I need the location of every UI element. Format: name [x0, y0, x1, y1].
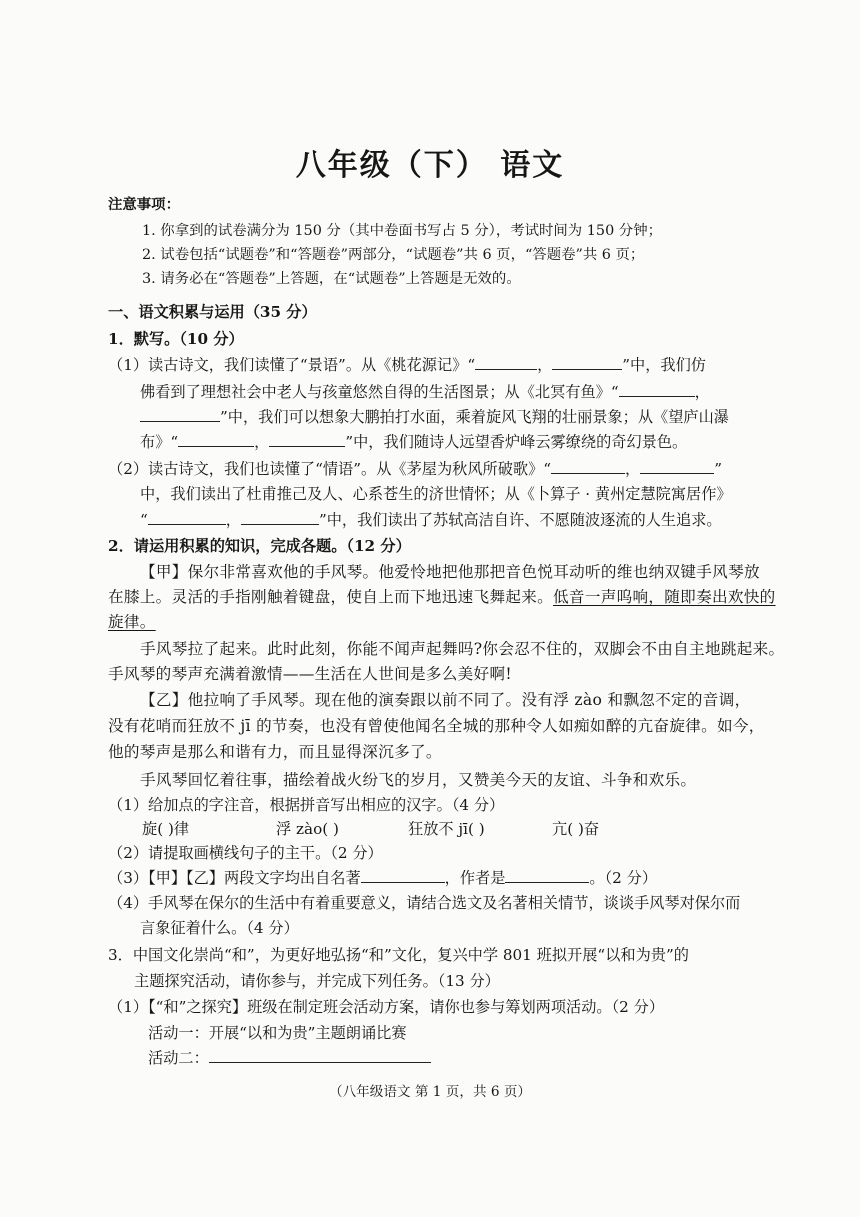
answer-blank	[551, 459, 625, 474]
notice-item: 3. 请务必在“答题卷”上答题，在“试题卷”上答题是无效的。	[142, 271, 521, 287]
question-1-part-1-line: 佛看到了理想社会中老人与孩童悠然自得的生活图景；从《北冥有鱼》“ ，	[140, 383, 710, 401]
answer-blank	[505, 868, 589, 883]
question-2-sub-1: （1）给加点的字注音，根据拼音写出相应的汉字。（4 分）	[108, 796, 505, 814]
section-heading: 一、语文积累与运用（35 分）	[108, 303, 317, 321]
answer-blank	[361, 868, 445, 883]
question-1-stem: 1．默写。（10 分）	[108, 330, 244, 348]
pinyin-item: 狂放不 jī( )	[408, 820, 485, 838]
pinyin-item: 亢( )奋	[552, 820, 600, 838]
question-3-stem: 3．中国文化崇尚“和”，为更好地弘扬“和”文化，复兴中学 801 班拟开展“以和为贵”的	[108, 946, 689, 964]
question-1-part-1-line: （1）读古诗文，我们读懂了“景语”。从《桃花源记》“ ， ”中，我们仿	[108, 356, 706, 374]
question-1-part-1-line: 布》“ ， ”中，我们随诗人远望香炉峰云雾缭绕的奇幻景色。	[140, 433, 688, 451]
question-1-part-1-line: ”中，我们可以想象大鹏拍打水面，乘着旋风飞翔的壮丽景象；从《望庐山瀑	[140, 407, 729, 427]
passage-yi-line: 他的琴声是那么和谐有力，而且显得深沉多了。	[108, 743, 442, 761]
notice-item: 2. 试卷包括“试题卷”和“答题卷”两部分，“试题卷”共 6 页，“答题卷”共 6 页；	[142, 247, 645, 263]
answer-blank	[140, 407, 220, 422]
question-3-stem: 主题探究活动，请你参与，并完成下列任务。（13 分）	[134, 972, 500, 990]
passage-yi-line: 手风琴回忆着往事，描绘着战火纷飞的岁月，又赞美今天的友谊、斗争和欢乐。	[140, 771, 697, 789]
passage-jia-line	[108, 612, 156, 632]
answer-blank	[241, 510, 319, 525]
page-footer: （八年级语文 第 1 页，共 6 页）	[328, 1084, 532, 1100]
notice-heading: 注意事项：	[108, 196, 180, 213]
question-2-stem: 2．请运用积累的知识，完成各题。（12 分）	[108, 537, 411, 555]
pinyin-item: 旋( )律	[142, 820, 190, 838]
answer-blank	[640, 459, 714, 474]
passage-yi-line: 没有花哨而狂放不 jī 的节奏，也没有曾使他闻名全城的那种令人如痴如醉的亢奋旋律。如今，	[108, 717, 765, 735]
passage-yi-line: 【乙】他拉响了手风琴。现在他的演奏跟以前不同了。没有浮 zào 和飘忽不定的音调，	[140, 691, 751, 709]
pinyin-item: 浮 zào( )	[276, 820, 339, 838]
activity-item: 活动一：开展“以和为贵”主题朗诵比赛	[148, 1024, 407, 1042]
question-2-sub-4: （4）手风琴在保尔的生活中有着重要意义，请结合选文及名著相关情节，谈谈手风琴对保尔而	[108, 894, 741, 912]
notice-item: 1. 你拿到的试卷满分为 150 分（其中卷面书写占 5 分），考试时间为 150 分钟；	[142, 223, 662, 239]
question-2-sub-4: 言象征着什么。（4 分）	[140, 919, 299, 937]
passage-jia-line: 手风琴的琴声充满着激情——生活在人世间是多么美好啊!	[108, 665, 512, 683]
underlined-sentence: 低音一声呜响，随即奏出欢快的	[553, 588, 776, 606]
question-1-part-2-line: “ ， ”中，我们读出了苏轼高洁自许、不愿随波逐流的人生追求。	[140, 511, 722, 529]
question-1-part-2-line: 中，我们读出了杜甫推己及人、心系苍生的济世情怀；从《卜算子 · 黄州定慧院寓居作》	[140, 485, 732, 503]
passage-jia-line: 手风琴拉了起来。此时此刻，你能不闻声起舞吗?你会忍不住的，双脚会不由自主地跳起来。	[140, 640, 785, 658]
passage-jia-line: 在膝上。灵活的手指刚触着键盘，使自上而下地迅速飞舞起来。低音一声呜响，随即奏出欢快的	[108, 588, 776, 606]
question-2-sub-3: （3）【甲】【乙】两段文字均出自名著 ，作者是 。（2 分）	[108, 869, 658, 887]
question-2-sub-2: （2）请提取画横线句子的主干。（2 分）	[108, 844, 383, 862]
answer-blank	[619, 382, 695, 397]
page-title: 八年级（下） 语文	[295, 148, 565, 183]
answer-blank	[552, 355, 622, 370]
passage-jia-line: 【甲】保尔非常喜欢他的手风琴。他爱怜地把他那把音色悦耳动听的维也纳双键手风琴放	[140, 563, 760, 581]
answer-blank	[269, 432, 345, 447]
answer-blank	[148, 510, 226, 525]
activity-item: 活动二：	[148, 1048, 431, 1068]
answer-blank	[475, 355, 537, 370]
answer-blank	[209, 1048, 431, 1063]
question-3-sub-1: （1）【“和”之探究】班级在制定班会活动方案，请你也参与筹划两项活动。（2 分）	[108, 998, 665, 1016]
question-1-part-2-line: （2）读古诗文，我们也读懂了“情语”。从《茅屋为秋风所破歌》“ ， ”	[108, 460, 722, 478]
underlined-sentence: 旋律。	[108, 613, 156, 631]
answer-blank	[178, 432, 254, 447]
